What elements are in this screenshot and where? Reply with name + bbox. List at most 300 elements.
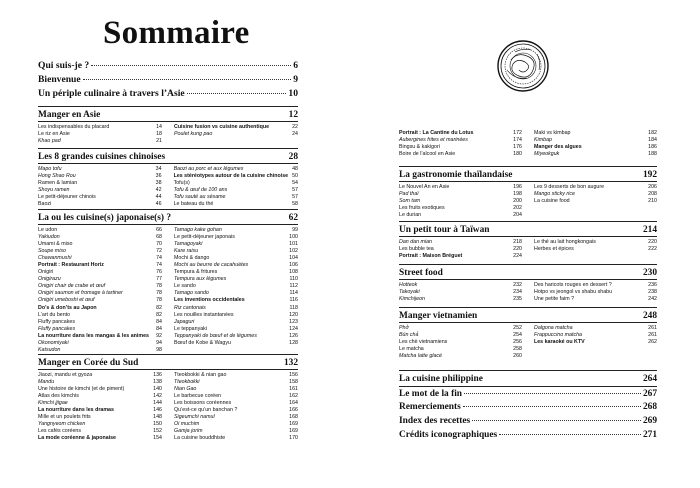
toc-section: [38, 209, 298, 354]
section-title: La gastronomie thaïlandaise: [399, 170, 513, 180]
toc-item-page: 57: [292, 187, 298, 194]
toc-item-label: Japaguri: [174, 318, 195, 325]
toc-item-page: 136: [153, 372, 162, 378]
toc-item-page: 162: [289, 393, 298, 400]
toc-item-page: 77: [156, 276, 162, 283]
toc-item[interactable]: [174, 131, 298, 138]
toc-item[interactable]: [534, 144, 657, 151]
toc-entry-page: 271: [642, 430, 657, 440]
toc-item-label: Onigiri chair de crabe et œuf: [38, 283, 106, 290]
toc-item-label: Jiaozi, mandu et gyoza: [38, 372, 93, 378]
toc-entry[interactable]: [399, 389, 657, 399]
toc-item-label: L’art du bento: [38, 311, 71, 318]
toc-item[interactable]: [399, 332, 522, 339]
toc-item[interactable]: [534, 239, 657, 246]
toc-item-page: 24: [292, 131, 298, 138]
toc-item[interactable]: [38, 241, 162, 248]
toc-item[interactable]: [38, 194, 162, 201]
toc-item-page: 94: [156, 339, 162, 346]
toc-item[interactable]: [174, 276, 298, 283]
section-heading[interactable]: [399, 307, 657, 323]
toc-item-page: 236: [648, 282, 657, 288]
section-title: Les 8 grandes cuisines chinoises: [38, 152, 166, 162]
toc-item-page: 102: [289, 248, 298, 255]
toc-item-label: Riz cantonais: [174, 304, 206, 311]
toc-item[interactable]: [174, 428, 298, 435]
toc-item-page: 168: [289, 414, 298, 421]
subsection-list: [399, 130, 522, 158]
toc-item[interactable]: [38, 201, 162, 208]
toc-item-label: Shoyu ramen: [38, 187, 70, 194]
toc-item-label: Teppanyaki de bœuf et de légumes: [174, 332, 257, 339]
toc-item[interactable]: [399, 339, 522, 346]
toc-item-page: 186: [648, 144, 657, 151]
section-heading[interactable]: [38, 106, 298, 122]
toc-item[interactable]: [38, 379, 162, 386]
toc-item-label: Manger des algues: [534, 144, 582, 151]
toc-item-label: Dalgona matcha: [534, 325, 573, 331]
toc-item-label: Les nouilles instantanées: [174, 311, 234, 318]
toc-item-label: Kimchi jjigae: [38, 400, 68, 407]
toc-item[interactable]: [38, 131, 162, 138]
toc-item-label: Fluffy pancakes: [38, 318, 76, 325]
toc-item-label: Les stéréotypes autour de la cuisine chinoise: [173, 173, 289, 180]
toc-item-page: 101: [289, 241, 298, 248]
toc-item[interactable]: [38, 319, 162, 326]
toc-entry[interactable]: [399, 370, 657, 387]
toc-item-label: Mapo tofu: [38, 166, 62, 172]
toc-item[interactable]: [38, 255, 162, 262]
toc-item-label: Le petit-déjeuner chinois: [38, 194, 96, 201]
section-title: La ou les cuisine(s) japonaise(s) ?: [38, 213, 172, 223]
toc-item[interactable]: [174, 421, 298, 428]
toc-items: [399, 130, 657, 158]
toc-item-page: 68: [156, 234, 162, 241]
toc-item-label: Oi muchim: [174, 421, 200, 428]
toc-item[interactable]: [534, 246, 657, 253]
toc-item[interactable]: [174, 372, 298, 379]
toc-item[interactable]: [174, 173, 298, 180]
toc-item[interactable]: [38, 297, 162, 304]
toc-item-label: Qu’est-ce qu’un banchan ?: [174, 407, 238, 414]
toc-item[interactable]: [38, 166, 162, 173]
toc-item[interactable]: [38, 173, 162, 180]
toc-entry[interactable]: [399, 430, 657, 440]
toc-item[interactable]: [174, 297, 298, 304]
toc-item-label: Maki vs kimbap: [534, 130, 571, 136]
toc-items: [38, 372, 298, 442]
toc-item[interactable]: [399, 130, 522, 137]
toc-item[interactable]: [38, 269, 162, 276]
toc-item-page: 254: [513, 332, 522, 339]
toc-item-label: Boire de l’alcool en Asie: [399, 151, 456, 158]
toc-entry[interactable]: [38, 60, 298, 71]
toc-item[interactable]: [174, 305, 298, 312]
subsection-list: [38, 372, 162, 442]
toc-item-label: Bœuf de Kobe & Wagyu: [174, 339, 231, 346]
toc-item-page: 188: [648, 151, 657, 158]
toc-item-page: 150: [153, 421, 162, 428]
toc-entry[interactable]: [38, 88, 298, 99]
toc-item-label: Tofu & œuf de 100 ans: [173, 187, 228, 194]
toc-item-page: 220: [648, 239, 657, 245]
toc-item[interactable]: [38, 290, 162, 297]
toc-item-label: Cuisine fusion vs cuisine authentique: [174, 124, 270, 130]
toc-item-label: Som tam: [399, 198, 421, 205]
section-title: Manger vietnamien: [399, 311, 478, 321]
toc-item[interactable]: [38, 340, 162, 347]
toc-item-label: Atlas des kimchis: [38, 393, 79, 400]
toc-item-label: Tteokbokki & nian gao: [174, 372, 227, 378]
toc-item-label: Tamagoyaki: [174, 241, 203, 248]
toc-item-page: 196: [513, 184, 522, 190]
toc-item-page: 158: [289, 379, 298, 386]
toc-item[interactable]: [174, 340, 298, 347]
toc-item-page: 82: [156, 311, 162, 318]
subsection-list: [534, 282, 657, 303]
toc-section: [399, 128, 657, 158]
toc-item-label: Dan dan mian: [399, 239, 432, 245]
toc-item-page: 218: [513, 239, 522, 245]
toc-item[interactable]: [534, 184, 657, 191]
toc-item-label: Miyeokguk: [534, 151, 560, 158]
section-heading[interactable]: [38, 148, 298, 164]
toc-item[interactable]: [174, 407, 298, 414]
toc-item-label: Hotpo vs jeongol vs shabu shabu: [534, 289, 613, 296]
toc-item-page: 258: [513, 346, 522, 353]
toc-item[interactable]: [399, 325, 522, 332]
leader-dots: [499, 434, 641, 435]
toc-item[interactable]: [174, 312, 298, 319]
toc-item[interactable]: [174, 166, 298, 173]
toc-item-page: 170: [289, 435, 298, 442]
toc-item[interactable]: [399, 282, 522, 289]
toc-entry-page: 268: [642, 402, 657, 412]
toc-item[interactable]: [174, 124, 298, 131]
section-heading[interactable]: [399, 264, 657, 280]
toc-item[interactable]: [399, 198, 522, 205]
toc-section: [399, 166, 657, 219]
toc-item-page: 156: [289, 372, 298, 378]
toc-item[interactable]: [38, 248, 162, 255]
toc-item[interactable]: [38, 393, 162, 400]
toc-item[interactable]: [174, 201, 298, 208]
toc-item[interactable]: [174, 283, 298, 290]
toc-item-page: 242: [648, 296, 657, 303]
toc-item-label: Takoyaki: [399, 289, 420, 296]
section-page-number: 132: [283, 358, 298, 368]
toc-item[interactable]: [399, 212, 522, 219]
toc-item-page: 176: [513, 144, 522, 151]
toc-item-page: 112: [289, 283, 298, 290]
toc-item-label: Tofu(s): [173, 180, 190, 187]
toc-item[interactable]: [38, 407, 162, 414]
toc-item[interactable]: [174, 435, 298, 442]
toc-item-page: 166: [289, 407, 298, 414]
section-heading[interactable]: [38, 354, 298, 370]
toc-item[interactable]: [399, 151, 522, 158]
toc-item[interactable]: [38, 180, 162, 187]
toc-item-label: Do’s & don’ts au Japon: [38, 304, 97, 311]
toc-item[interactable]: [38, 187, 162, 194]
toc-entry-title: Qui suis-je ?: [38, 60, 90, 71]
toc-item[interactable]: [38, 333, 162, 340]
toc-item-page: 204: [513, 212, 522, 219]
toc-item[interactable]: [38, 372, 162, 379]
toc-item[interactable]: [38, 414, 162, 421]
toc-item-page: 34: [155, 166, 162, 172]
toc-item[interactable]: [174, 319, 298, 326]
toc-item-label: Le riz en Asie: [38, 131, 70, 138]
toc-item-page: 84: [156, 318, 162, 325]
toc-item-label: Nian Gao: [174, 386, 197, 393]
toc-item[interactable]: [399, 353, 522, 360]
toc-item[interactable]: [174, 269, 298, 276]
toc-item-page: 74: [156, 262, 162, 269]
toc-item-label: Le bateau du thé: [173, 201, 214, 208]
toc-item-page: 146: [153, 407, 162, 414]
toc-item-label: Baozi: [38, 201, 52, 208]
toc-item[interactable]: [38, 227, 162, 234]
toc-item-label: Hotteok: [399, 282, 418, 288]
section-page-number: 214: [642, 225, 657, 235]
toc-item[interactable]: [534, 137, 657, 144]
toc-section: [399, 221, 657, 260]
section-heading[interactable]: [38, 209, 298, 225]
toc-item[interactable]: [38, 276, 162, 283]
toc-item-page: 234: [513, 289, 522, 296]
toc-entry-page: 6: [293, 60, 298, 71]
toc-item-label: Portrait : Maison Bréguet: [399, 253, 463, 260]
toc-item-page: 22: [292, 124, 298, 130]
toc-item[interactable]: [174, 187, 298, 194]
toc-item-page: 38: [155, 180, 162, 187]
toc-section: [38, 106, 298, 145]
toc-item-page: 36: [155, 173, 162, 180]
toc-item-page: 114: [289, 290, 298, 297]
toc-item[interactable]: [174, 333, 298, 340]
toc-item[interactable]: [38, 124, 162, 131]
toc-entry-page: 267: [642, 389, 657, 399]
toc-item[interactable]: [399, 137, 522, 144]
toc-item-label: Les chè vietnamiens: [399, 339, 448, 346]
toc-item[interactable]: [174, 414, 298, 421]
toc-item-page: 261: [648, 332, 657, 339]
toc-item-label: Mochi & dango: [174, 255, 210, 262]
toc-item[interactable]: [38, 428, 162, 435]
toc-item[interactable]: [534, 332, 657, 339]
subsection-list: [38, 124, 162, 145]
toc-section: [38, 148, 298, 208]
toc-item[interactable]: [174, 180, 298, 187]
toc-item[interactable]: [399, 191, 522, 198]
toc-item[interactable]: [174, 400, 298, 407]
section-page-number: 62: [288, 213, 298, 223]
toc-item-page: 202: [513, 205, 522, 212]
toc-item[interactable]: [534, 296, 657, 303]
section-title: Manger en Corée du Sud: [38, 358, 139, 368]
toc-item-page: 98: [156, 346, 162, 353]
toc-item-page: 82: [156, 304, 162, 311]
toc-entry-title: Remerciements: [399, 402, 461, 412]
toc-item-label: Okonomiyaki: [38, 339, 69, 346]
toc-item-page: 222: [648, 246, 657, 253]
toc-item[interactable]: [534, 325, 657, 332]
toc-item-label: Le sando: [174, 283, 196, 290]
toc-items: [399, 184, 657, 219]
toc-item[interactable]: [399, 296, 522, 303]
toc-item-label: Frappuccino matcha: [534, 332, 582, 339]
toc-item-label: Yakiudon: [38, 234, 60, 241]
toc-item-page: 262: [648, 339, 657, 346]
toc-item[interactable]: [399, 246, 522, 253]
toc-item-label: La cuisine food: [534, 198, 570, 205]
toc-entry[interactable]: [399, 402, 657, 412]
toc-item[interactable]: [174, 241, 298, 248]
toc-item[interactable]: [399, 144, 522, 151]
toc-item[interactable]: [534, 339, 657, 346]
toc-item-label: Tamago kake gohan: [174, 227, 222, 233]
toc-entry-title: Index des recettes: [399, 416, 471, 426]
subsection-list: [534, 239, 657, 260]
subsection-list: [174, 124, 298, 145]
toc-item-label: Mille et un poulets frits: [38, 414, 91, 421]
toc-item-page: 220: [513, 246, 522, 253]
toc-item[interactable]: [38, 138, 162, 145]
toc-item[interactable]: [174, 379, 298, 386]
toc-item-label: Une histoire de kimchi (et de piment): [38, 386, 125, 393]
toc-item[interactable]: [399, 253, 522, 260]
toc-item[interactable]: [534, 198, 657, 205]
toc-item-page: 128: [289, 339, 298, 346]
toc-item-label: Kimchijeon: [399, 296, 425, 303]
subsection-list: [174, 166, 298, 208]
toc-item[interactable]: [38, 234, 162, 241]
toc-item-label: Les karaoké ou KTV: [534, 339, 585, 346]
toc-item-label: Tamago sando: [174, 290, 209, 297]
toc-item-label: Gamja jorim: [174, 428, 203, 435]
toc-item[interactable]: [534, 130, 657, 137]
toc-item-label: Portrait : Restaurant Horiz: [38, 262, 104, 269]
toc-item[interactable]: [174, 194, 298, 201]
toc-item-label: Une petite faim ?: [534, 296, 575, 303]
toc-item-label: Les fruits exotiques: [399, 205, 445, 212]
toc-item-label: Tempura aux légumes: [174, 276, 227, 283]
toc-item[interactable]: [399, 239, 522, 246]
toc-item[interactable]: [399, 184, 522, 191]
toc-item[interactable]: [38, 435, 162, 442]
toc-item-page: 144: [153, 400, 162, 407]
toc-item-label: Mango sticky rice: [534, 191, 575, 198]
toc-item-label: Pad thaï: [399, 191, 419, 198]
toc-item[interactable]: [174, 386, 298, 393]
subsection-list: [38, 227, 162, 354]
toc-item-label: Kare raisu: [174, 248, 199, 255]
toc-item[interactable]: [399, 346, 522, 353]
toc-item[interactable]: [399, 289, 522, 296]
decorative-emblem-icon: [497, 40, 549, 92]
toc-item[interactable]: [38, 283, 162, 290]
toc-item-page: 116: [289, 297, 298, 304]
toc-item-label: Les bubble tea: [399, 246, 434, 253]
toc-item-label: Le barbecue coréen: [174, 393, 222, 400]
toc-item-page: 76: [156, 269, 162, 276]
section-page-number: 230: [642, 268, 657, 278]
section-heading[interactable]: [399, 221, 657, 237]
toc-item-page: 169: [289, 428, 298, 435]
toc-item[interactable]: [38, 305, 162, 312]
toc-item[interactable]: [38, 386, 162, 393]
toc-item-page: 108: [289, 269, 298, 276]
subsection-list: [399, 325, 522, 360]
toc-item[interactable]: [174, 393, 298, 400]
toc-item-label: Onigirazu: [38, 276, 61, 283]
toc-item[interactable]: [38, 312, 162, 319]
toc-item[interactable]: [174, 262, 298, 269]
toc-item-page: 180: [513, 151, 522, 158]
toc-item[interactable]: [174, 290, 298, 297]
toc-item-label: Le teppanyaki: [174, 325, 207, 332]
toc-item[interactable]: [174, 227, 298, 234]
section-page-number: 248: [642, 311, 657, 321]
toc-item-label: Soupe miso: [38, 248, 66, 255]
toc-item-page: 252: [513, 325, 522, 331]
toc-item-label: Matcha latte glacé: [399, 353, 442, 360]
toc-item[interactable]: [38, 347, 162, 354]
toc-item[interactable]: [534, 282, 657, 289]
toc-entry-page: 10: [288, 88, 298, 99]
toc-item-label: Le durian: [399, 212, 422, 219]
toc-items: [38, 166, 298, 208]
toc-item-page: 261: [648, 325, 657, 331]
toc-items: [38, 124, 298, 145]
toc-item-page: 124: [289, 325, 298, 332]
toc-items: [399, 282, 657, 303]
toc-item-page: 48: [292, 166, 298, 172]
toc-item[interactable]: [174, 326, 298, 333]
toc-item-page: 44: [155, 194, 162, 201]
toc-item[interactable]: [38, 421, 162, 428]
subsection-list: [534, 184, 657, 219]
toc-item-label: Les 9 desserts de bon augure: [534, 184, 605, 190]
toc-item-label: Chawanmushi: [38, 255, 72, 262]
toc-item-label: Fluffy pancakes: [38, 325, 76, 332]
toc-item[interactable]: [174, 234, 298, 241]
toc-items: [38, 227, 298, 354]
toc-item-page: 169: [289, 421, 298, 428]
section-heading[interactable]: [399, 166, 657, 182]
toc-item-label: Le matcha: [399, 346, 424, 353]
toc-item[interactable]: [534, 191, 657, 198]
leader-dots: [83, 79, 292, 80]
toc-entry[interactable]: [399, 416, 657, 426]
toc-entry-title: Bienvenue: [38, 74, 81, 85]
toc-item-page: 14: [156, 124, 162, 130]
subsection-list: [174, 372, 298, 442]
toc-item[interactable]: [38, 400, 162, 407]
toc-item[interactable]: [399, 205, 522, 212]
toc-item[interactable]: [534, 289, 657, 296]
toc-entry[interactable]: [38, 74, 298, 85]
toc-item[interactable]: [38, 326, 162, 333]
toc-item[interactable]: [534, 151, 657, 158]
toc-entry-title: Le mot de la fin: [399, 389, 463, 399]
toc-item[interactable]: [174, 248, 298, 255]
toc-item-page: 152: [153, 428, 162, 435]
toc-item[interactable]: [38, 262, 162, 269]
toc-item[interactable]: [174, 255, 298, 262]
toc-item-label: Le thé au lait hongkongais: [534, 239, 596, 245]
